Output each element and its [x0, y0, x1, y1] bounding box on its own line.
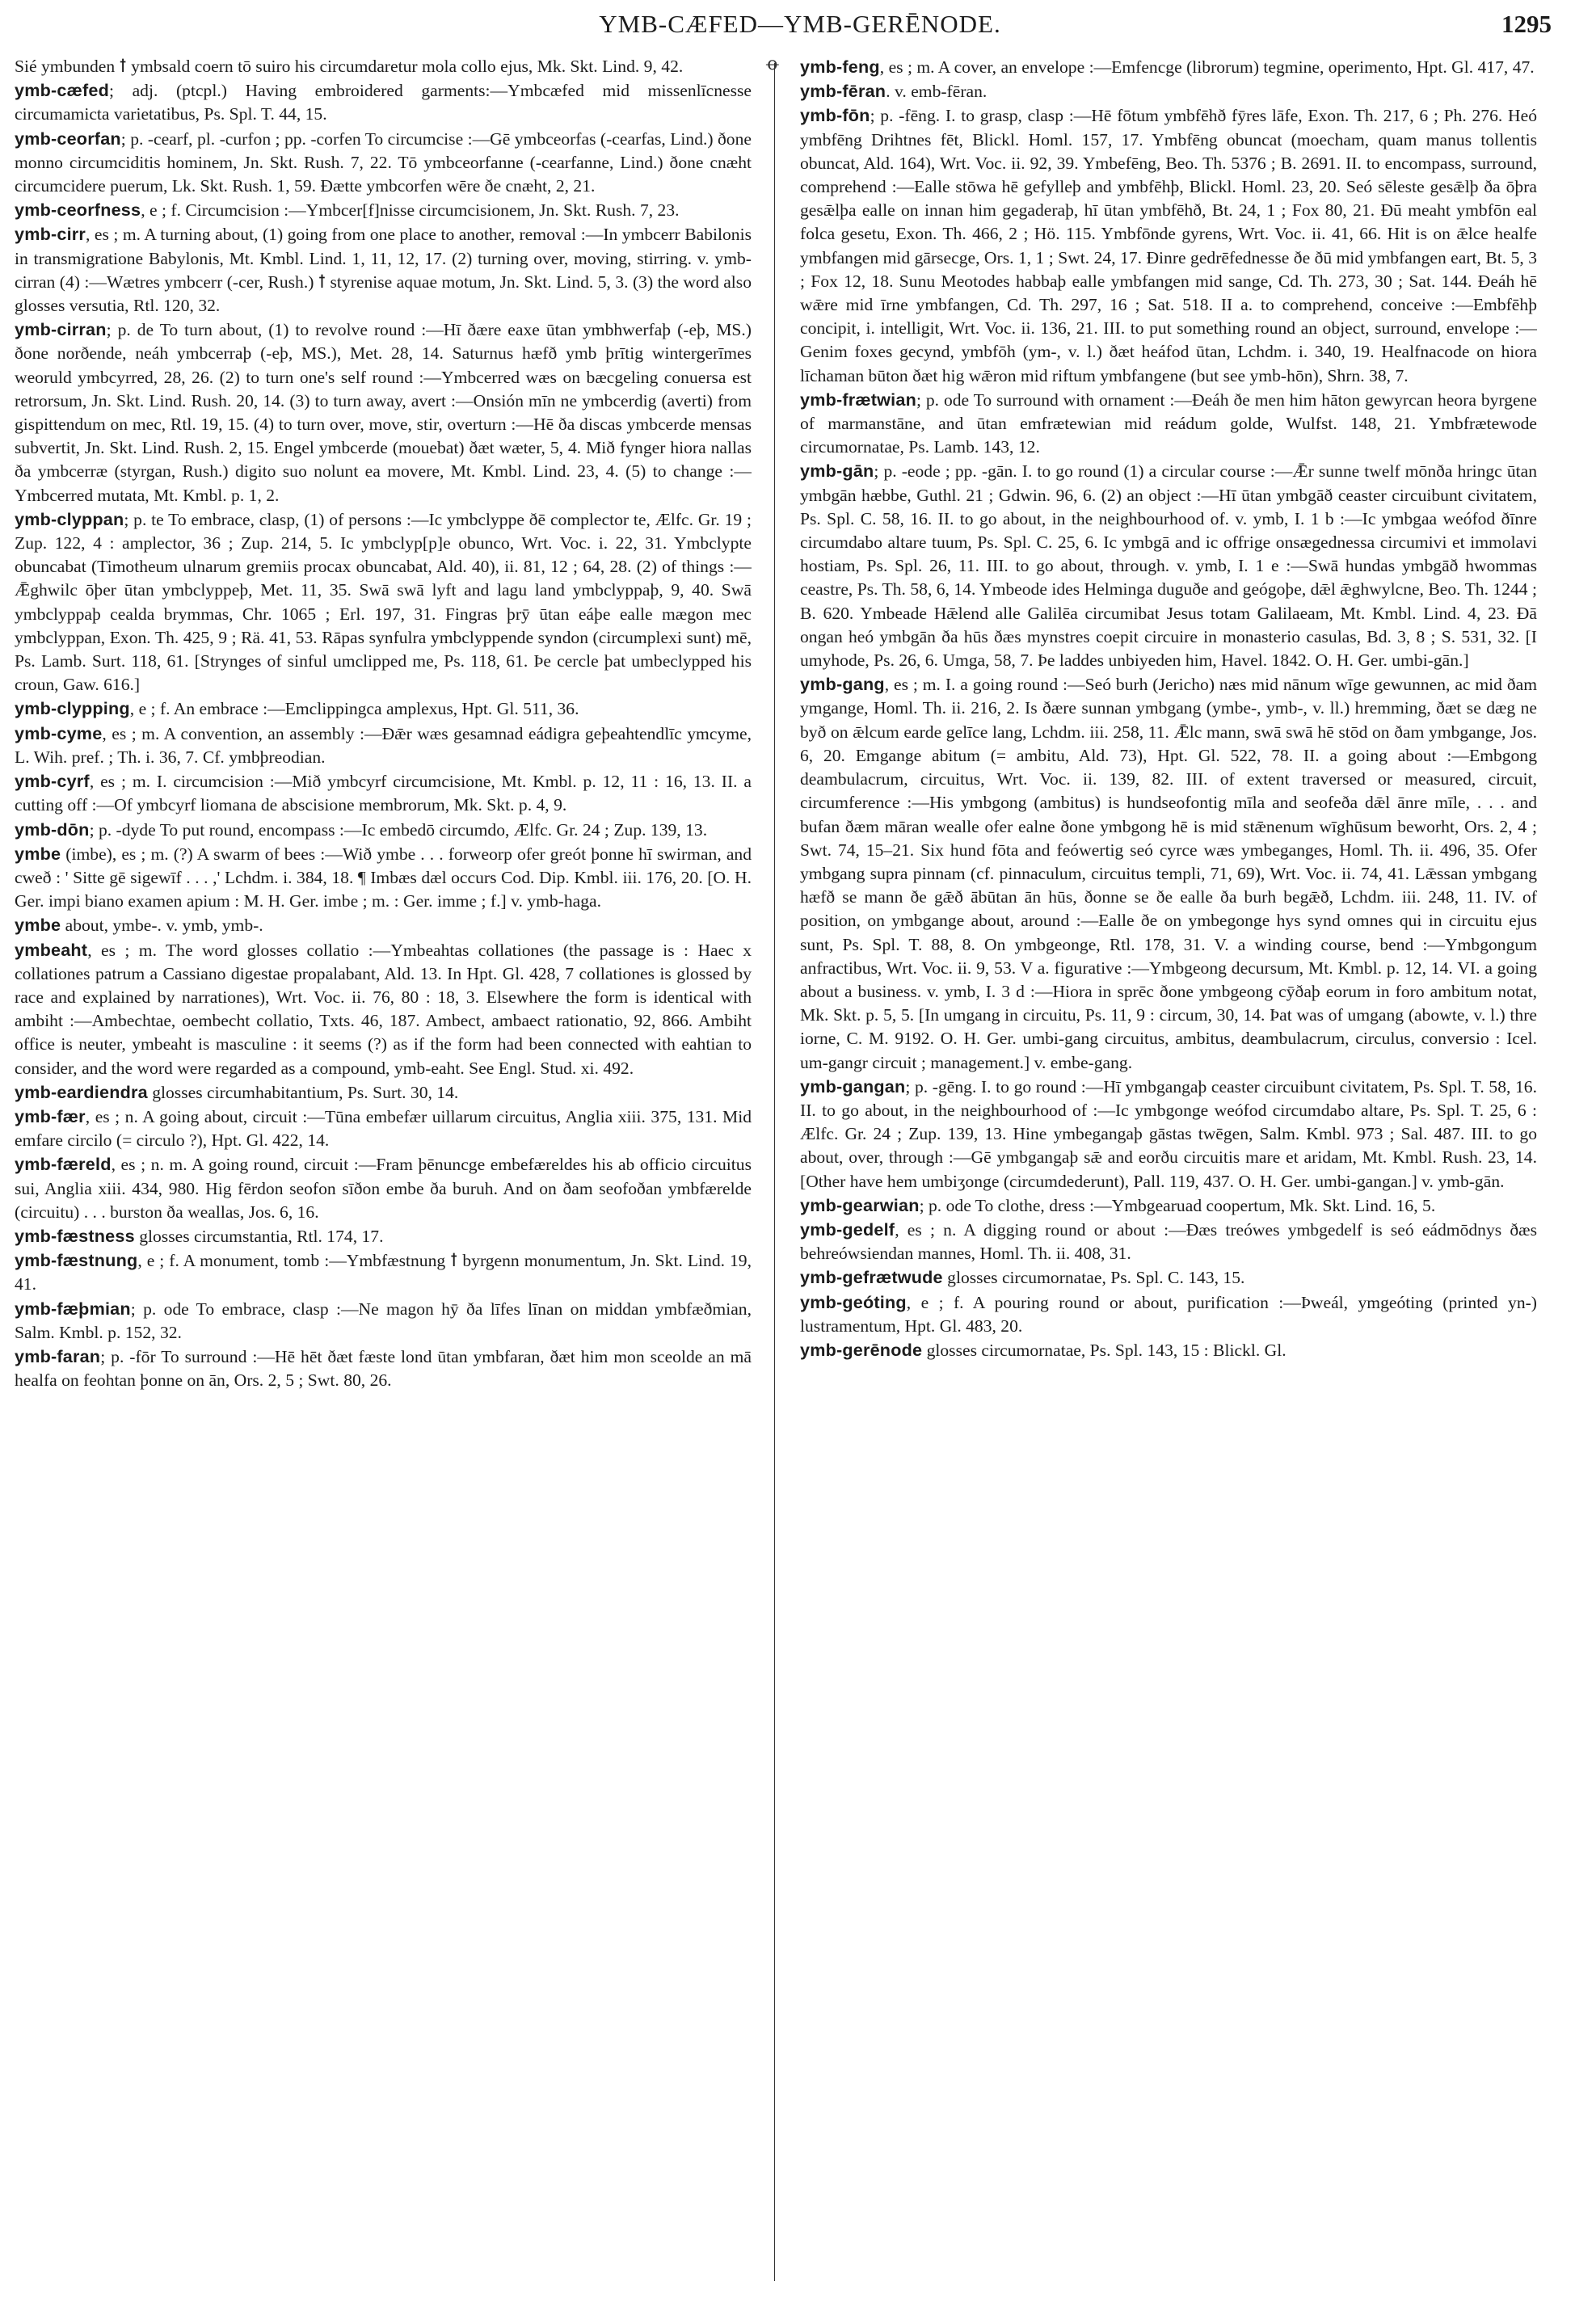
- page-title: YMB-CÆFED—YMB-GERĒNODE.: [599, 10, 1001, 38]
- entry-headword: ymb-gerēnode: [800, 1339, 923, 1360]
- dictionary-entry: [800, 1075, 1537, 1193]
- entry-definition: . v. emb-fēran.: [886, 82, 987, 102]
- entry-headword: ymb-geóting: [800, 1291, 907, 1312]
- entry-headword: ymb-cæfed: [15, 80, 109, 101]
- dictionary-entry: [15, 913, 752, 937]
- column-divider: [774, 63, 775, 2281]
- entry-headword: ymb-fæstnung: [15, 1250, 138, 1271]
- entry-headword: ymb-dōn: [15, 819, 90, 840]
- dictionary-entry: [15, 1080, 752, 1105]
- dictionary-entry: [800, 388, 1537, 460]
- entry-definition: , es ; n. m. A going round, circuit :—Fram þēnuncge embefæreldes his ab officio circuitus sui, Anglia xiii. 434, 980. Hig fērdon seofon sīðon embe ða buruh. And on ðam seofoðan ymbfærelde (circuitu) . . . burston ða weallas, Jos. 6, 16.: [15, 1155, 752, 1222]
- entry-definition: ; p. -gēng. I. to go round :—Hī ymbgangaþ ceaster circuibunt civitatem, Ps. Spl. T. 58, 16. II. to go about, in the neighbourhood of :—Ic ymbgonge weófod circumdabo altare, Ps. Spl. T. 25, 6 : Ælfc. Gr. 24 ; Zup. 139, 13. Hine ymbegangaþ gāstas twēgen, Salm. Kmbl. 973 ; Sal. 487. III. to go about, over, through :—Gē ymbgangaþ sǣ and eorðu circuitis mare et aridam, Mt. Kmbl. Rush. 23, 14. [Other have hem umbiʒonge (circumdederunt), Pall. 119, 437. O. H. Ger. umbi-gangan.] v. ymb-gān.: [800, 1076, 1537, 1191]
- dictionary-entry: [15, 769, 752, 817]
- entry-definition: ; p. -dyde To put round, encompass :—Ic embedō circumdo, Ælfc. Gr. 24 ; Zup. 139, 13.: [89, 819, 708, 840]
- entry-definition: glosses circumornatae, Ps. Spl. C. 143, 15.: [942, 1268, 1245, 1288]
- entry-headword: ymbe: [15, 915, 61, 936]
- entry-definition: , es ; m. I. circumcision :—Mið ymbcyrf circumcisione, Mt. Kmbl. p. 12, 11 : 16, 13. II. a cutting off :—Of ymbcyrf liomana de abscisione membrorum, Mk. Skt. p. 4, 9.: [15, 772, 752, 815]
- entry-headword: ymb-fæþmian: [15, 1298, 131, 1319]
- entry-headword: ymb-gefrætwude: [800, 1267, 943, 1288]
- dictionary-entry: [15, 818, 752, 842]
- entry-definition: , es ; m. The word glosses collatio :—Ymbeahtas collationes (the passage is : Haec x collationes patrum a Cassiano digestae propalabant, Ald. 13. In Hpt. Gl. 428, 7 collationes is glossed by race and explained by narrationes), Wrt. Voc. ii. 76, 80 : 18, 3. Elsewhere the form is identical with ambiht :—Ambechtae, oembecht collatio, Txts. 46, 187. Ambect, ambaect rationatio, 92, 866. Ambiht office is neuter, ymbeaht is masculine : it seems (?) as if the form had been connected with eahtian to consider, and the word were regarded as a compound, ymb-eaht. See Engl. Stud. xi. 492.: [15, 940, 752, 1078]
- entry-definition: ; p. -cearf, pl. -curfon ; pp. -corfen To circumcise :—Gē ymbceorfas (-cearfas, Lind.) ðone monno circumciditis hominem, Jn. Skt. Rush. 7, 22. Tō ymbceorfanne (-cearfanne, Lind.) ðone cnæht circumcidere puerum, Lk. Skt. Rush. 1, 59. Ðætte ymbcorfen wēre ðe cnæht, 2, 21.: [15, 128, 752, 196]
- entry-headword: ymb-feng: [800, 57, 880, 77]
- entry-headword: ymb-frætwian: [800, 389, 916, 410]
- entry-definition: ; adj. (ptcpl.) Having embroidered garments:—Ymbcæfed mid missenlīcnesse circumamicta varietatibus, Ps. Spl. T. 44, 15.: [15, 81, 752, 124]
- entry-definition: Sié ymbunden ꝉ ymbsald coern tō suiro his circumdaretur mola collo ejus, Mk. Skt. Lind. 9, 42.: [15, 57, 684, 76]
- entry-headword: ymb-gang: [800, 674, 885, 695]
- entry-definition: (imbe), es ; m. (?) A swarm of bees :—Wið ymbe . . . forweorp ofer greót þonne hī swirman, and cweð : ' Sitte gē sigewīf . . . ,' Lchdm. i. 384, 18. ¶ Imbæs dæl occurs Cod. Dip. Kmbl. iii. 176, 20. [O. H. Ger. impi biano examen apium : M. H. Ger. imbe ; m. : Ger. imme ; f.] v. ymb-haga.: [15, 844, 752, 911]
- entry-headword: ymb-clyppan: [15, 508, 124, 529]
- entry-headword: ymb-cirran: [15, 319, 107, 340]
- dictionary-entry: [800, 459, 1537, 672]
- entry-definition: , es ; m. I. a going round :—Seó burh (Jericho) næs mid nānum wīge gewunnen, ac mid ðam ymgange, Homl. Th. ii. 216, 2. Is ðære sunnan ymbgang (ymbe-, ymb-, v. ll.) hremming, ðæt se dæg ne byð on ǣlcum earde gelīce lang, Lchdm. iii. 258, 11. Ǣlc mann, swā swā hē stōd on ðam ymbgange, Jos. 6, 20. Emgange abitum (= ambitu, Ald. 73), Hpt. Gl. 522, 78. II. a going about :—Embgong deambulacrum, circuitus, Wrt. Voc. ii. 139, 82. III. of extent traversed or measured, circuit, circumference :—His ymbgong (ambitus) is hundseofontig mīla and seofeða dǣl ānre mīle, . . . and bufan ðæm māran wealle ofer ealne ðone ymbgong hē is mid stǣnenum wīghūsum beworht, Ors. 2, 4 ; Swt. 74, 15–21. Six hund fōta and feówertig seó cyrce wæs ymbeganges, Homl. Th. ii. 496, 35. Ofer ymbgang supra pinnam (cf. pinnaculum, circuitus templi, 71, 69), Wrt. Voc. ii. 74, 41. Lǣssan ymbgang hæfð se mann ðe gǣð ābūtan ān hūs, ðonne se ðe ealle ða burh begǣð, Lchdm. iii. 248, 11. IV. of position, on ymbgange about, around :—Ealle ðe on ymbegonge hys synd omnes qui in circuitu ejus sunt, Ps. Spl. T. 88, 8. On ymbgeonge, Rtl. 178, 31. V. a winding course, bend :—Ymbgongum anfractibus, Wrt. Voc. ii. 9, 53. V a. figurative :—Ymbgeong decursum, Mt. Kmbl. p. 12, 14. VI. a going about a business. v. ymb, I. 3 d :—Hiora in sprēc ðone ymbgeong cȳðaþ eorum in foro ambitum notat, Mk. Skt. p. 5, 5. [In umgang in circuitu, Ps. 11, 9 : circum, 30, 14. Þat was of umgang (abowte, v. l.) thre iorne, C. M. 9192. O. H. Ger. umbi-gang circuitus, ambitus, deambulacrum, circulus, conversio : Icel. um-gangr circuit ; management.] v. embe-gang.: [800, 675, 1537, 1072]
- dictionary-entry: [15, 697, 752, 721]
- dictionary-entry: [800, 103, 1537, 387]
- entry-headword: ymb-cirr: [15, 224, 86, 245]
- entry-headword: ymbeaht: [15, 939, 88, 960]
- entry-headword: ymb-cyme: [15, 722, 103, 743]
- entry-headword: ymb-færeld: [15, 1154, 112, 1175]
- entry-definition: , es ; m. A turning about, (1) going from one place to another, removal :—In ymbcerr Babilonis in transmigratione Babylonis, Mt. Kmbl. Lind. 1, 11, 12, 17. (2) turning over, moving, stirring. v. ymb-cirran (4) :—Wætres ymbcerr (-cer, Rush.) ꝉ styrenise aquae motum, Jn. Skt. Lind. 5, 3. (3) the word also glosses versutia, Rtl. 120, 32.: [15, 225, 752, 316]
- dictionary-entry: [15, 1345, 752, 1392]
- entry-headword: ymb-fær: [15, 1105, 86, 1126]
- entry-headword: ymb-gān: [800, 461, 874, 482]
- entry-definition: glosses circumornatae, Ps. Spl. 143, 15 : Blickl. Gl.: [922, 1340, 1286, 1360]
- entry-headword: ymb-eardiendra: [15, 1081, 148, 1102]
- entry-headword: ymb-faran: [15, 1345, 101, 1366]
- entry-definition: , es ; m. A convention, an assembly :—Ðǣr wæs gesamnad eádigra geþeahtendlīc ymcyme, L. Wih. pref. ; Th. i. 36, 7. Cf. ymbþreodian.: [15, 723, 752, 767]
- dictionary-entry: [15, 198, 752, 222]
- entry-definition: ; p. -eode ; pp. -gān. I. to go round (1) a circular course :—Ǣr sunne twelf mōnða hringc ūtan ymbgān hæbbe, Guthl. 21 ; Gdwin. 96, 6. (2) an object :—Hī ūtan ymbgāð ceaster circuibunt civitatem, Ps. Spl. C. 58, 16. II. to go about, in the neighbourhood of. v. ymb, I. 1 b :—Ic ymbgaa weófod ðīnre circumdabo altare tuum, Ps. Spl. C. 25, 6. Ic ymbgā and ic offrige onsægednessa circumivi et immolavi hostiam, Ps. Spl. 26, 11. III. to go about, through. v. ymb, I. 1 e :—Swā hundas ymbgāð hwommas ceastre, Ps. Th. 58, 6, 14. Ymbeode ides Helminga duguðe and geógoþe, dǣl ǣghwylcne, Beo. Th. 1244 ; B. 620. Ymbeade Hǣlend alle Galilēa circumibat Jesus totam Galilaeam, Mt. Kmbl. Lind. 4, 23. Ðā ongan heó ymbgān ða hūs ðæs mynstres coepit circuire in monasterio casulas, Bd. 3, 8 ; S. 531, 32. [I umyhode, Ps. 26, 6. Umga, 58, 7. Þe laddes unbiyeden him, Havel. 1842. O. H. Ger. umbi-gān.]: [800, 461, 1537, 671]
- dictionary-entry: [15, 78, 752, 126]
- dictionary-entry: [800, 672, 1537, 1074]
- entry-headword: ymb-fæstness: [15, 1225, 135, 1246]
- entry-definition: , e ; f. An embrace :—Emclippingca amplexus, Hpt. Gl. 511, 36.: [129, 699, 579, 719]
- entry-headword: ymb-fēran: [800, 81, 886, 102]
- dictionary-entry: [15, 722, 752, 769]
- entry-headword: ymb-gangan: [800, 1076, 906, 1097]
- entry-headword: ymb-gedelf: [800, 1219, 895, 1240]
- entry-definition: ; p. -fōr To surround :—Hē hēt ðæt fæste lond ūtan ymbfaran, ðæt him mon sceolde an mā healfa on feohtan þonne on ān, Ors. 2, 5 ; Swt. 80, 26.: [15, 1346, 752, 1391]
- dictionary-entry: [800, 1265, 1537, 1290]
- dictionary-entry: [15, 507, 752, 697]
- entry-definition: ; p. te To embrace, clasp, (1) of persons :—Ic ymbclyppe ðē complector te, Ælfc. Gr. 19 ; Zup. 122, 4 : amplector, 36 ; Zup. 214, 5. Ic ymbclyp[p]e obunco, Wrt. Voc. i. 22, 31. Ymbclypte obuncabat (Timotheum ulnarum gremiis procax obuncabat, Ald. 40), ii. 81, 12 ; 64, 28. (2) of things :—Ǣghwilc ōþer ūtan ymbclyppeþ, Met. 11, 35. Swā swā lyft and lagu land ymbclyppaþ, 9, 40. Swā ymbclyppaþ cealda brymmas, Chr. 1065 ; Erl. 197, 31. Fingras þrȳ ūtan eáþe ealle mægon mec ymbclyppan, Exon. Th. 425, 9 ; Rä. 41, 53. Rāpas synfulra ymbclyppende syndon (circumplexi sunt) mē, Ps. Lamb. Surt. 118, 61. [Strynges of sinful umclipped me, Ps. 118, 61. Þe cercle þat umbeclypped his croun, Gaw. 616.]: [15, 509, 752, 695]
- dictionary-entry: [15, 318, 752, 507]
- entry-definition: glosses circumhabitantium, Ps. Surt. 30, 14.: [147, 1082, 459, 1102]
- right-column: [800, 55, 1537, 2285]
- entry-definition: , e ; f. A pouring round or about, purification :—Þweál, ymgeóting (printed yn-) lustramentum, Hpt. Gl. 483, 20.: [800, 1292, 1537, 1336]
- entry-headword: ymbe: [15, 843, 61, 864]
- entry-definition: , es ; m. A cover, an envelope :—Emfencge (librorum) tegmine, operimento, Hpt. Gl. 417, 47.: [879, 57, 1535, 77]
- running-head: [48, 8, 1552, 48]
- dictionary-entry: [15, 842, 752, 914]
- entry-definition: ; p. ode To surround with ornament :—Ðeáh ðe men him hāton gewyrcan heora byrgene of marmanstāne, and ūtan emfrætewian mid reádum golde, Wulfst. 148, 21. Ymbfrætewode circumornatae, Ps. Lamb. 143, 12.: [800, 389, 1537, 457]
- dictionary-entry: [800, 79, 1537, 103]
- page-number: 1295: [1501, 10, 1552, 38]
- dictionary-entry: [15, 55, 752, 78]
- entry-headword: ymb-fōn: [800, 105, 870, 126]
- dictionary-entry: [15, 1248, 752, 1296]
- entry-headword: ymb-gearwian: [800, 1194, 920, 1215]
- entry-definition: ; p. ode To embrace, clasp :—Ne magon hȳ ða līfes līnan on middan ymbfæðmian, Salm. Kmbl. p. 152, 32.: [15, 1299, 752, 1342]
- dictionary-entry: [800, 1338, 1537, 1362]
- dictionary-entry: [15, 1297, 752, 1345]
- entry-headword: ymb-cyrf: [15, 771, 90, 792]
- dictionary-entry: [15, 1105, 752, 1152]
- entry-headword: ymb-clypping: [15, 698, 130, 719]
- entry-definition: ; p. -fēng. I. to grasp, clasp :—Hē fōtum ymbfēhð fȳres lāfe, Exon. Th. 217, 6 ; Ph. 276. Heó ymbfēng Drihtnes fēt, Blickl. Homl. 157, 17. Ymbfēng obuncat (moecham, quam manus tollentis obuncat, Ald. 164), Wrt. Voc. ii. 92, 39. Ymbefēng, Beo. Th. 5376 ; B. 2691. II. to encompass, surround, comprehend :—Ealle stōwa hē gefylleþ and ymbfēhþ, Blickl. Homl. 23, 20. Seó sēleste gesǣlþ ða ōþra gesǣlþa ealle on innan him gegaderaþ, hī ūtan ymbfēhð, Bt. 24, 1 ; Fox 80, 21. Ðū meaht ymbfōn eal folca gesetu, Exon. Th. 466, 2 ; Hö. 115. Ymbfōnde gyrens, Wrt. Voc. ii. 41, 66. Hit is on ǣlce healfe ymbfangen mid gārsecge, Ors. 1, 1 ; Swt. 24, 17. Ðinre gedrēfednesse ðe ðū mid ymbfangen eart, Bt. 5, 3 ; Fox 12, 18. Sunu Meotodes habbaþ ealle ymbfangen mid sange, Cd. Th. 273, 30 ; Sat. 144. Ðeáh hē wǣre mid īrne ymbfangen, Cd. Th. 297, 16 ; Sat. 518. II a. to comprehend, conceive :—Embfēhþ concipit, i. intelligit, Wrt. Voc. ii. 136, 21. III. to put something round an object, surround, envelope :—Genim foxes gecynd, ymbfōh (ym-, v. l.) ðæt heáfod ūtan, Lchdm. i. 340, 19. Healfnacode on hiora līchaman būton ðæt hig wǣron mid riftum ymbfangene (but see ymb-hōn), Shrn. 38, 7.: [800, 106, 1537, 385]
- dictionary-entry: [15, 1224, 752, 1248]
- dictionary-entry: [800, 1290, 1537, 1338]
- entry-definition: ; p. de To turn about, (1) to revolve round :—Hī ðære eaxe ūtan ymbhwerfaþ (-eþ, MS.) ðone norðende, neáh ymbcerraþ (-eþ, MS.), Met. 28, 14. Saturnus hæfð ymb þrītig wintergerīmes weoruld ymbcyrred, 28, 26. (2) to turn one's self round :—Ymbcerred wæs on bæcgeling conuersa est retrorsum, Jn. Skt. Lind. Rush. 20, 14. (3) to turn away, avert :—Onsión mīn ne ymbcerdig (averti) from gispittendum on mec, Rtl. 19, 15. (4) to turn over, move, stir, overturn :—Hē ða discas ymbcerde mensas subvertit, Jn. Skt. Lind. Rush. 2, 15. Engel ymbcerde (mouebat) ðæt wæter, 5, 4. Mið fynger hiora nallas ða ymbcerræ (styrgan, Rush.) digito suo nolunt ea movere, Mt. Kmbl. Lind. 23, 4. (5) to change :—Ymbcerred mutata, Mt. Kmbl. p. 1, 2.: [15, 320, 752, 505]
- entry-definition: , e ; f. Circumcision :—Ymbcer[f]nisse circumcisionem, Jn. Skt. Rush. 7, 23.: [141, 200, 680, 221]
- entry-headword: ymb-ceorfan: [15, 128, 121, 149]
- dictionary-entry: [15, 222, 752, 318]
- dictionary-entry: [15, 1152, 752, 1224]
- dictionary-entry: [800, 1218, 1537, 1265]
- entry-definition: ; p. ode To clothe, dress :—Ymbgearuad coopertum, Mk. Skt. Lind. 16, 5.: [919, 1195, 1436, 1215]
- dictionary-entry: [15, 127, 752, 199]
- entry-headword: ymb-ceorfness: [15, 200, 141, 221]
- left-column: [15, 55, 752, 2285]
- entry-definition: , es ; n. A digging round or about :—Ðæs treówes ymbgedelf is seó eádmōdnys ðæs behreówsiendan mannes, Homl. Th. ii. 408, 31.: [800, 1219, 1537, 1264]
- entry-definition: , e ; f. A monument, tomb :—Ymbfæstnung ꝉ byrgenn monumentum, Jn. Skt. Lind. 19, 41.: [15, 1251, 752, 1294]
- dictionary-entry: [15, 938, 752, 1080]
- entry-definition: glosses circumstantia, Rtl. 174, 17.: [134, 1226, 384, 1246]
- entry-definition: about, ymbe-. v. ymb, ymb-.: [61, 916, 263, 936]
- entry-definition: , es ; n. A going about, circuit :—Tūna embefær uillarum circuitus, Anglia xiii. 375, 131. Mid emfare circilo (= circulo ?), Hpt. Gl. 422, 14.: [15, 1106, 752, 1151]
- dictionary-entry: [800, 1193, 1537, 1218]
- dictionary-entry: [800, 55, 1537, 79]
- column-divider-mark: ꝋ: [766, 53, 779, 74]
